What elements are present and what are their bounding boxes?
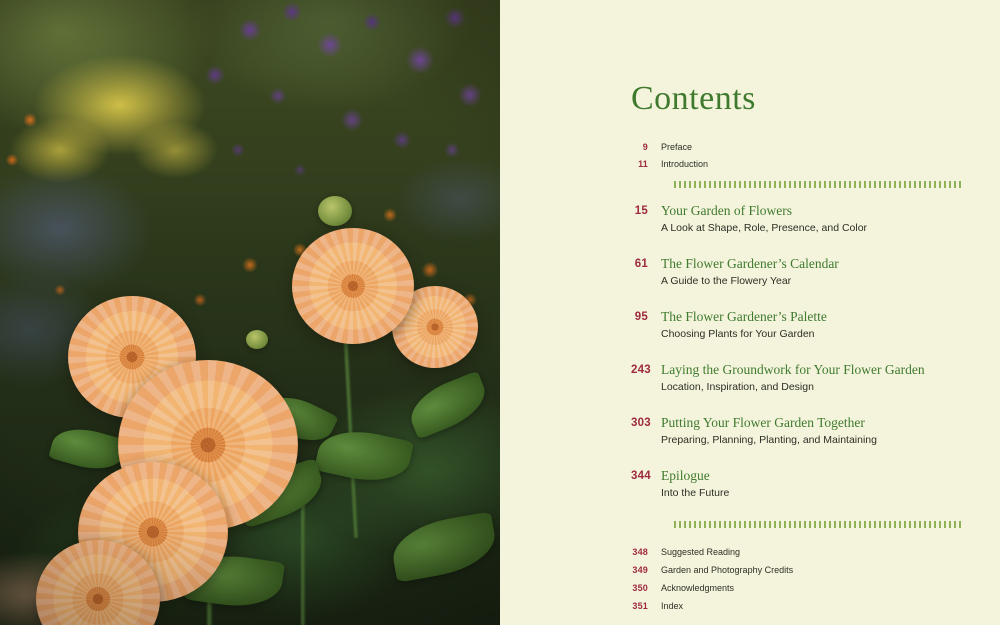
chapter-subtitle: Choosing Plants for Your Garden — [661, 328, 815, 340]
back-matter-list — [631, 545, 961, 614]
chapter-title: Putting Your Flower Garden Together — [661, 415, 865, 430]
chapter-subtitle: Into the Future — [661, 487, 730, 499]
chapter-subtitle: A Guide to the Flowery Year — [661, 275, 792, 287]
chapter-entry[interactable] — [631, 309, 961, 341]
front-matter-list — [631, 140, 961, 172]
chapter-text — [661, 256, 961, 288]
page-number: 350 — [632, 583, 648, 593]
entry-label: Introduction — [661, 159, 709, 169]
entry-label: Suggested Reading — [661, 547, 741, 557]
chapter-entry[interactable] — [631, 362, 961, 394]
chapter-title: The Flower Gardener’s Calendar — [661, 256, 839, 271]
entry-label: Index — [661, 601, 684, 611]
page-number: 351 — [632, 601, 648, 611]
chapter-subtitle: A Look at Shape, Role, Presence, and Color — [661, 222, 868, 234]
chapter-subtitle: Preparing, Planning, Planting, and Maintaining — [661, 434, 877, 446]
page-number: 61 — [634, 258, 648, 270]
list-item[interactable] — [631, 545, 961, 560]
decorative-rule — [674, 521, 961, 529]
page-number: 344 — [631, 470, 651, 482]
entry-label: Garden and Photography Credits — [661, 565, 794, 575]
chapter-entry[interactable] — [631, 203, 961, 235]
page-number: 349 — [632, 565, 648, 575]
chapter-text — [661, 468, 961, 500]
list-item[interactable] — [631, 581, 961, 596]
page-number: 15 — [634, 205, 648, 217]
page-number: 11 — [638, 159, 648, 169]
chapter-text — [661, 309, 961, 341]
page-number: 348 — [632, 547, 648, 557]
chapter-text — [661, 362, 961, 394]
page-title: Contents — [631, 80, 756, 117]
chapter-title: Your Garden of Flowers — [661, 203, 792, 218]
contents-block — [631, 80, 961, 617]
chapter-title: The Flower Gardener’s Palette — [661, 309, 827, 324]
chapter-list — [631, 203, 961, 500]
page-number: 95 — [634, 311, 648, 323]
list-item[interactable] — [631, 563, 961, 578]
chapter-entry[interactable] — [631, 256, 961, 288]
entry-label: Preface — [661, 142, 693, 152]
chapter-title: Epilogue — [661, 468, 710, 483]
chapter-text — [661, 415, 961, 447]
page-number: 303 — [631, 417, 651, 429]
chapter-title: Laying the Groundwork for Your Flower Garden — [661, 362, 925, 377]
entry-label: Acknowledgments — [661, 583, 735, 593]
chapter-entry[interactable] — [631, 415, 961, 447]
decorative-rule — [674, 181, 961, 189]
list-item[interactable] — [631, 157, 961, 172]
chapter-subtitle: Location, Inspiration, and Design — [661, 381, 814, 393]
page-number: 9 — [642, 142, 648, 152]
chapter-entry[interactable] — [631, 468, 961, 500]
chapter-text — [661, 203, 961, 235]
contents-page — [500, 0, 1000, 625]
page-number: 243 — [631, 364, 651, 376]
list-item[interactable] — [631, 599, 961, 614]
list-item[interactable] — [631, 140, 961, 155]
